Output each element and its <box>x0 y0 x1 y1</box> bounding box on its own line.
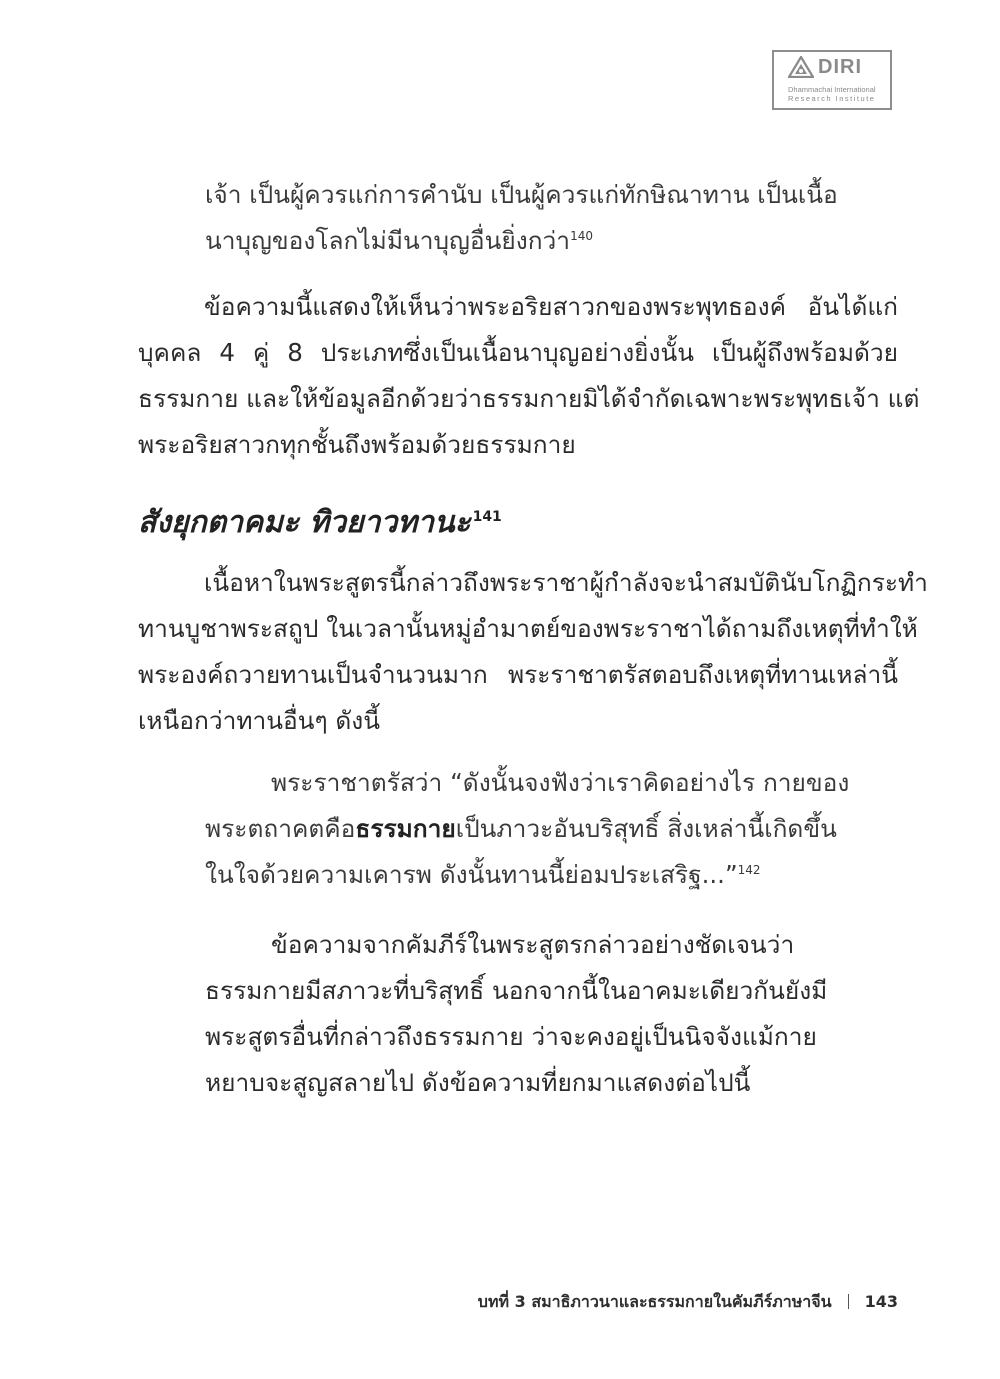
section-heading-text: สังยุกตาคมะ ทิวยาวทานะ <box>138 505 471 540</box>
paragraph-line: เนื้อหาในพระสูตรนี้กล่าวถึงพระราชาผู้กำลังจะนำสมบัตินับโกฏิกระทำ <box>204 568 928 597</box>
paragraph-line: หยาบจะสูญสลายไป ดังข้อความที่ยกมาแสดงต่อไปนี้ <box>205 1068 751 1097</box>
page-footer <box>478 1290 898 1314</box>
paragraph-2 <box>138 560 928 744</box>
quote-block-2 <box>205 760 850 898</box>
quote-emphasis: ธรรมกาย <box>355 814 456 843</box>
logo-mark <box>788 56 862 78</box>
triangle-logo-icon <box>788 56 814 78</box>
footnote-ref-142: 142 <box>737 862 761 877</box>
paragraph-line: ข้อความนี้แสดงให้เห็นว่าพระอริยสาวกของพระพุทธองค์ อันได้แก่ <box>204 292 898 321</box>
chapter-title: บทที่ 3 สมาธิภาวนาและธรรมกายในคัมภีร์ภาษาจีน <box>477 1292 832 1311</box>
quote-line-text: นาบุญของโลกไม่มีนาบุญอื่นยิ่งกว่า <box>205 226 571 255</box>
diri-logo <box>772 50 892 110</box>
paragraph-3 <box>205 922 845 1106</box>
paragraph-line: บุคคล 4 คู่ 8 ประเภทซึ่งเป็นเนื้อนาบุญอย่างยิ่งนั้น เป็นผู้ถึงพร้อมด้วย <box>138 338 898 367</box>
page-number: 143 <box>864 1292 898 1311</box>
paragraph-line: ทานบูชาพระสถูป ในเวลานั้นหมู่อำมาตย์ของพระราชาได้ถามถึงเหตุที่ทำให้ <box>138 614 918 643</box>
paragraph-1 <box>138 284 920 468</box>
footnote-ref-140: 140 <box>570 228 593 243</box>
quote-line: พระราชาตรัสว่า “ดังนั้นจงฟังว่าเราคิดอย่างไร กายของ <box>271 768 850 797</box>
quote-line: เจ้า เป็นผู้ควรแก่การคำนับ เป็นผู้ควรแก่ทักษิณาทาน เป็นเนื้อ <box>205 180 838 209</box>
logo-line-1: Dhammachai International <box>788 85 876 94</box>
paragraph-line: เหนือกว่าทานอื่นๆ ดังนี้ <box>138 706 381 735</box>
paragraph-line: พระสูตรอื่นที่กล่าวถึงธรรมกาย ว่าจะคงอยู่เป็นนิจจังแม้กาย <box>205 1022 817 1051</box>
paragraph-line: ธรรมกายมีสภาวะที่บริสุทธิ์ นอกจากนี้ในอาคมะเดียวกันยังมี <box>205 976 828 1005</box>
quote-block-1 <box>205 172 845 264</box>
quote-text: พระตถาคตคือ <box>205 814 356 843</box>
section-heading <box>138 498 502 548</box>
paragraph-line: ข้อความจากคัมภีร์ในพระสูตรกล่าวอย่างชัดเจนว่า <box>271 930 795 959</box>
paragraph-line: พระองค์ถวายทานเป็นจำนวนมาก พระราชาตรัสตอบถึงเหตุที่ทานเหล่านี้ <box>138 660 898 689</box>
quote-text: เป็นภาวะอันบริสุทธิ์ สิ่งเหล่านี้เกิดขึ้น <box>455 814 837 843</box>
quote-line <box>205 806 845 852</box>
logo-word: DIRI <box>818 56 862 78</box>
quote-text: ในใจด้วยความเคารพ ดังนั้นทานนี้ย่อมประเสริฐ...” <box>205 860 738 889</box>
footer-divider <box>848 1294 849 1309</box>
paragraph-line: พระอริยสาวกทุกชั้นถึงพร้อมด้วยธรรมกาย <box>138 430 576 459</box>
quote-line <box>205 852 845 898</box>
footnote-ref-141: 141 <box>472 509 502 525</box>
logo-line-2: Research Institute <box>788 94 876 103</box>
paragraph-line: ธรรมกาย และให้ข้อมูลอีกด้วยว่าธรรมกายมิได้จำกัดเฉพาะพระพุทธเจ้า แต่ <box>138 384 920 413</box>
quote-line <box>205 218 845 264</box>
